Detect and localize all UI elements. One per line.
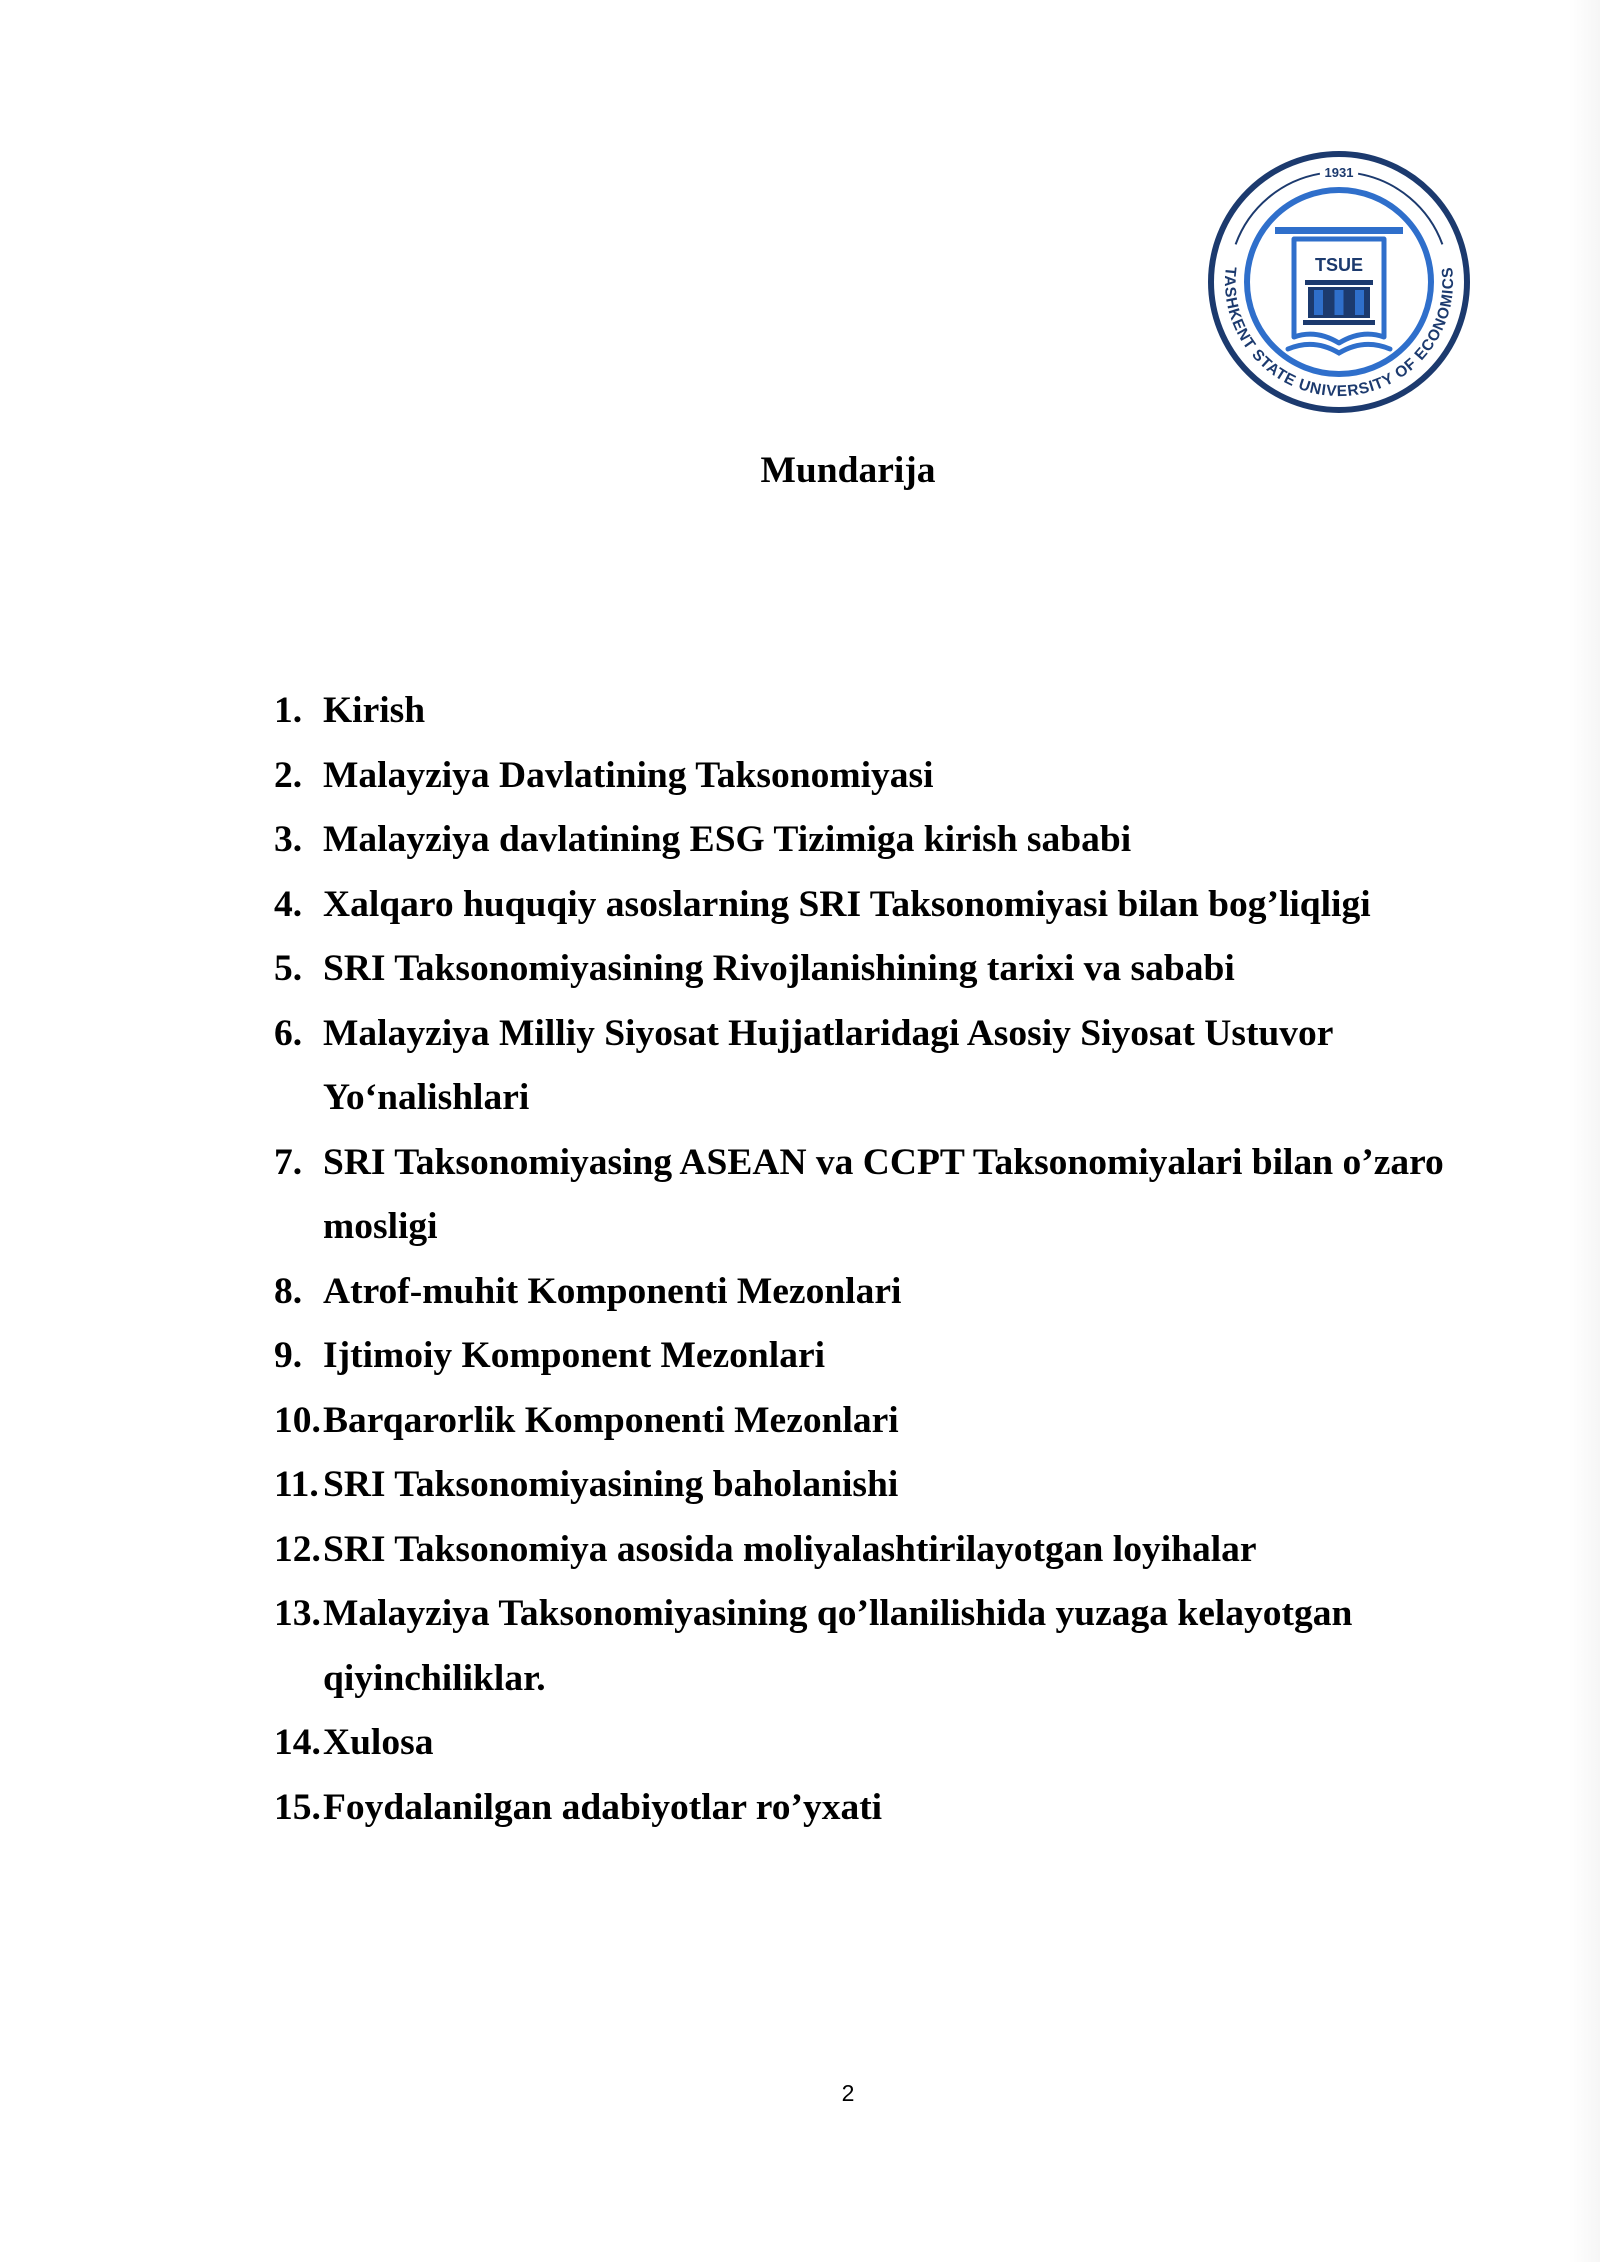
toc-item-text: SRI Taksonomiyasining Rivojlanishining tarixi va sababi [323, 948, 1235, 989]
toc-item-text: Foydalanilgan adabiyotlar ro’yxati [323, 1786, 883, 1828]
table-of-contents [274, 679, 1473, 1840]
toc-item-number: 15. [274, 1786, 321, 1828]
logo-ring-text: TASHKENT STATE UNIVERSITY OF ECONOMICS [1220, 265, 1458, 401]
page-number: 2 [841, 2080, 855, 2106]
toc-item [274, 1389, 1473, 1454]
toc-item-text: Atrof-muhit Komponenti Mezonlari [323, 1270, 902, 1312]
toc-item-text: Malayziya Davlatining Taksonomiyasi [323, 754, 934, 796]
toc-item-text: SRI Taksonomiyasing ASEAN va CCPT Taksonomiyalari bilan o’zaro mosligi [323, 1141, 1444, 1247]
toc-item [274, 873, 1473, 938]
toc-item-text: Xalqaro huquqiy asoslarning SRI Taksonomiyasi bilan bog’liqligi [323, 883, 1371, 925]
toc-item-number: 14. [274, 1722, 321, 1763]
toc-item [274, 679, 1473, 744]
page-title: Mundarija [760, 450, 936, 491]
toc-item-number: 8. [274, 1270, 303, 1312]
building-roof-bar [1275, 227, 1403, 234]
toc-item-text: Xulosa [323, 1722, 434, 1763]
toc-item-text: Malayziya Taksonomiyasining qo’llanilishida yuzaga kelayotgan qiyinchiliklar. [323, 1593, 1353, 1699]
toc-item-number: 6. [274, 1012, 303, 1054]
building-column [1335, 290, 1344, 315]
toc-item [274, 937, 1473, 1002]
building-column [1314, 290, 1323, 315]
toc-item [274, 1453, 1473, 1518]
toc-item-number: 3. [274, 819, 303, 860]
toc-item [274, 1711, 1473, 1776]
toc-item [274, 808, 1473, 873]
toc-item-number: 5. [274, 948, 303, 989]
toc-item-number: 4. [274, 883, 303, 925]
toc-item [274, 1324, 1473, 1389]
page-edge-shadow [1568, 0, 1600, 2262]
toc-item-text: Malayziya Milliy Siyosat Hujjatlaridagi Asosiy Siyosat Ustuvor Yo‘nalishlari [323, 1012, 1333, 1118]
toc-item-number: 12. [274, 1528, 321, 1570]
toc-item [274, 1776, 1473, 1841]
toc-item-text: Ijtimoiy Komponent Mezonlari [323, 1335, 826, 1376]
toc-item-text: Kirish [323, 690, 426, 731]
toc-item-number: 13. [274, 1593, 321, 1634]
toc-item [274, 1518, 1473, 1583]
toc-item-number: 9. [274, 1335, 303, 1376]
toc-item-text: SRI Taksonomiya asosida moliyalashtirilayotgan loyihalar [323, 1528, 1257, 1570]
building-entablature [1305, 280, 1373, 285]
toc-item [274, 1582, 1473, 1711]
logo-year: 1931 [1324, 165, 1354, 180]
building-column [1355, 290, 1364, 315]
toc-item [274, 1002, 1473, 1131]
university-logo [1204, 147, 1474, 417]
toc-item [274, 1131, 1473, 1260]
toc-item [274, 1260, 1473, 1325]
logo-abbreviation: TSUE [1314, 255, 1364, 275]
toc-item-number: 2. [274, 754, 303, 796]
toc-item-text: Malayziya davlatining ESG Tizimiga kirish sababi [323, 819, 1132, 860]
toc-item-text: SRI Taksonomiyasining baholanishi [323, 1464, 899, 1505]
toc-item-number: 10. [274, 1399, 321, 1441]
toc-item-number: 7. [274, 1141, 303, 1183]
toc-item [274, 744, 1473, 809]
toc-item-number: 11. [274, 1464, 319, 1505]
toc-item-number: 1. [274, 690, 303, 731]
toc-item-text: Barqarorlik Komponenti Mezonlari [323, 1399, 899, 1441]
building-base [1303, 320, 1375, 325]
